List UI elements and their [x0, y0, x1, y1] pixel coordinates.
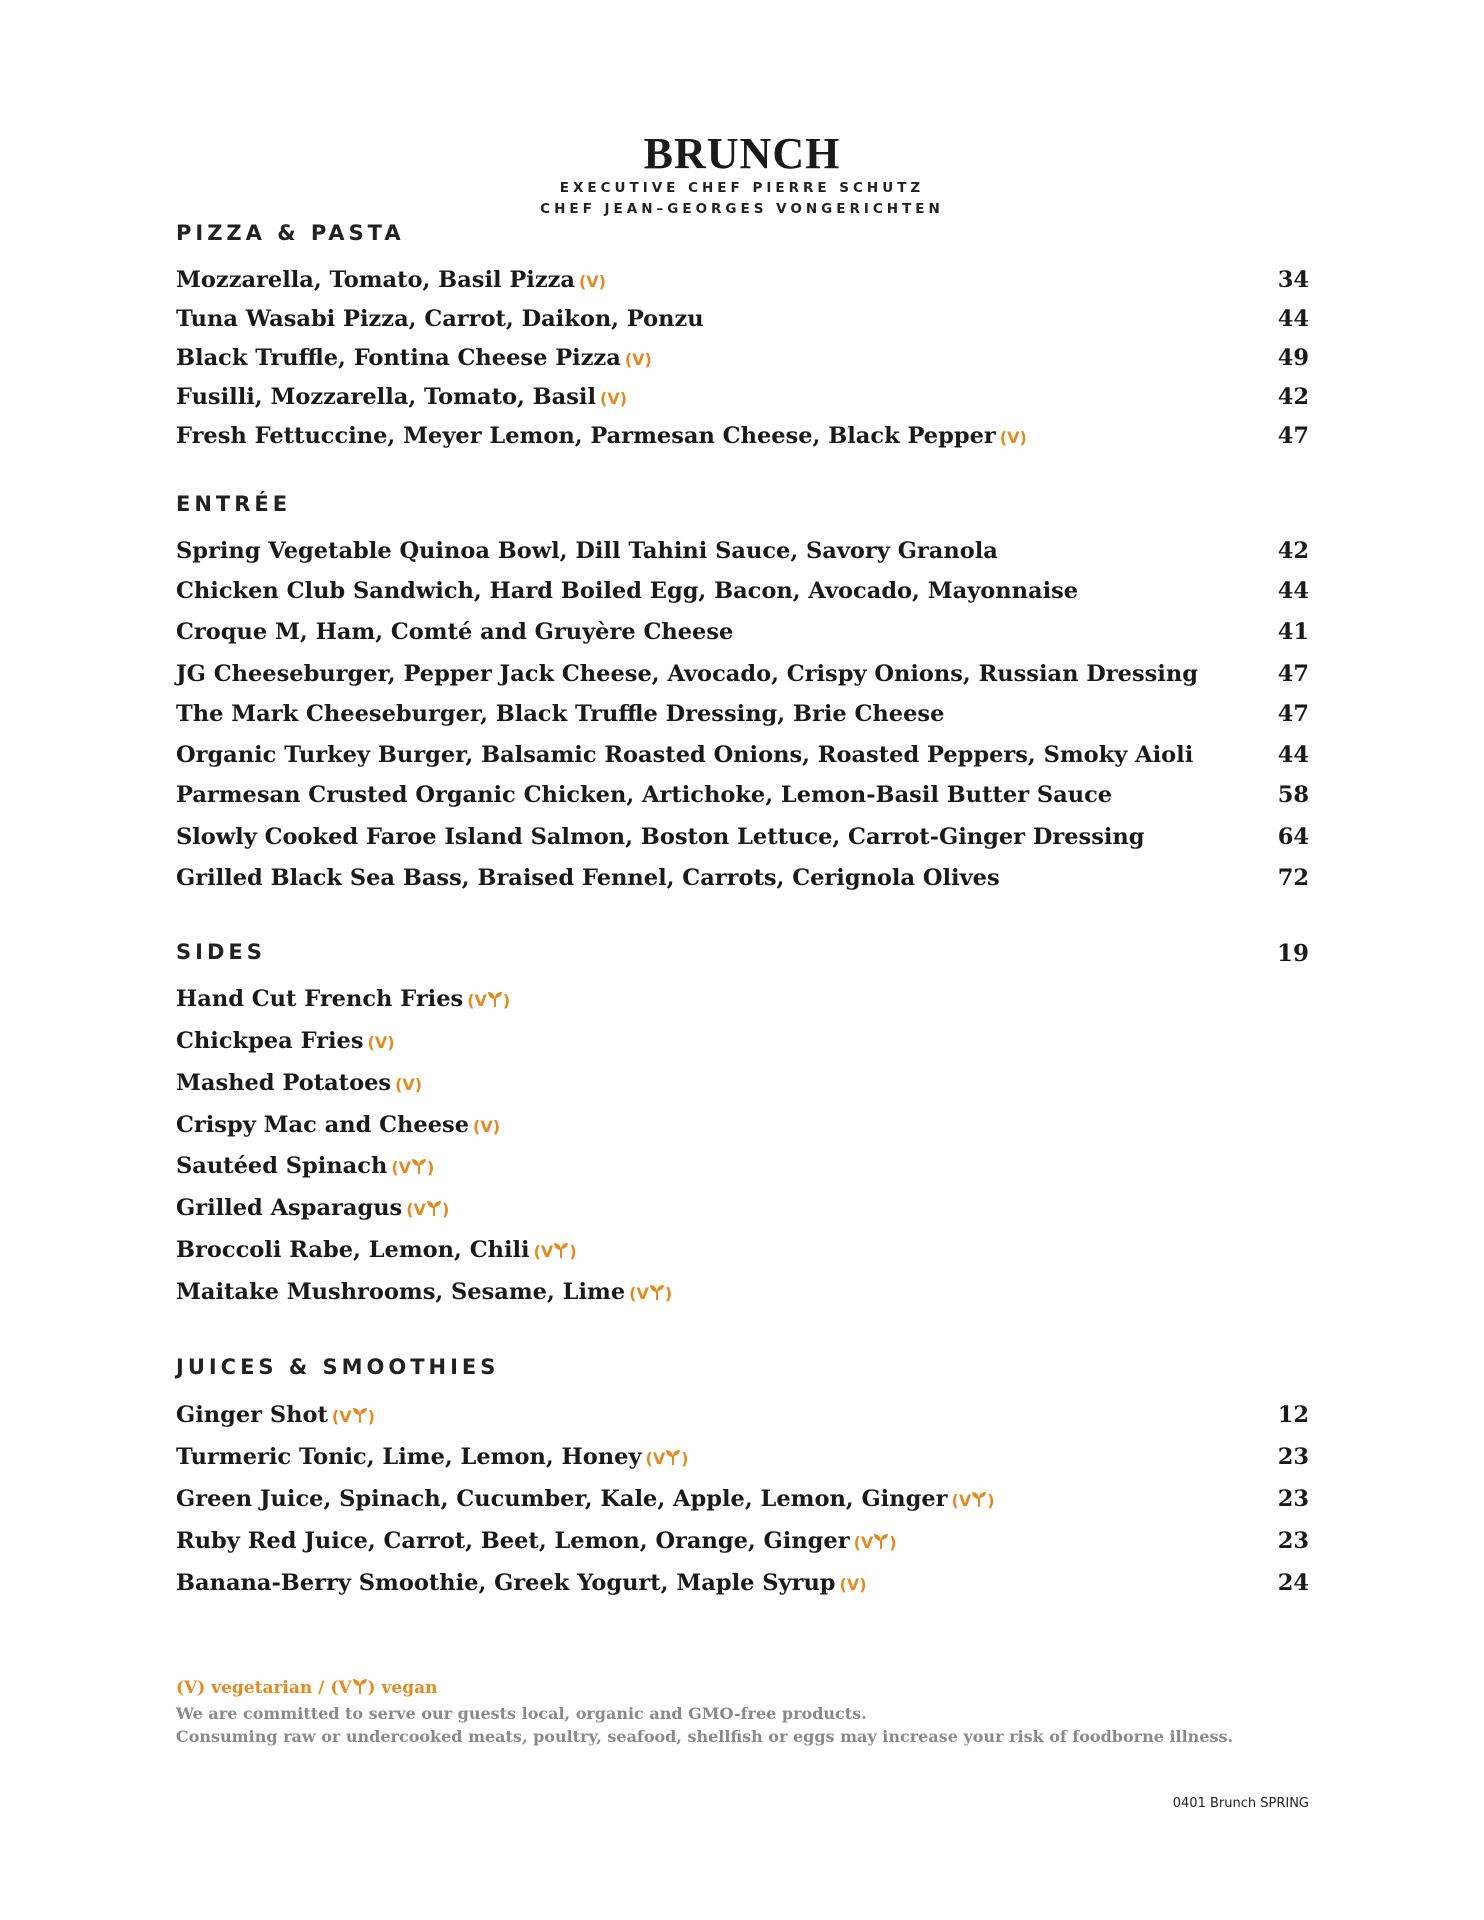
vegan-tag-open: (V [951, 1491, 972, 1510]
section-price: 19 [1276, 940, 1309, 967]
vegetarian-tag: (V) [600, 389, 628, 408]
menu-item [176, 742, 1309, 768]
vegan-tag-close: ) [664, 1284, 673, 1303]
menu-item [176, 1570, 1309, 1596]
legend-vegan-close: ) vegan [367, 1678, 438, 1698]
menu-item [176, 661, 1309, 687]
vegetarian-tag: (V) [473, 1117, 501, 1136]
menu-item-price: 12 [1277, 1402, 1309, 1428]
menu-item-name: Grilled Asparagus [176, 1195, 403, 1221]
menu-item-price: 24 [1277, 1570, 1309, 1596]
section-entree [176, 492, 1309, 891]
menu-item-price: 23 [1277, 1528, 1309, 1554]
sprout-icon [665, 1448, 681, 1470]
menu-item-name: Tuna Wasabi Pizza, Carrot, Daikon, Ponzu [176, 306, 704, 332]
menu-item [176, 701, 1309, 727]
sprout-icon [649, 1283, 665, 1305]
menu-item-name: Fresh Fettuccine, Meyer Lemon, Parmesan Cheese, Black Pepper [176, 423, 996, 449]
vegan-tag [854, 1533, 897, 1552]
section-title: ENTRÉE [176, 492, 292, 516]
vegan-tag [646, 1449, 689, 1468]
menu-item-price: 42 [1277, 538, 1309, 564]
legend-vegan-open: (V [330, 1678, 352, 1698]
sprout-icon [553, 1241, 569, 1263]
menu-item-price: 41 [1277, 619, 1309, 645]
menu-item-price: 23 [1277, 1444, 1309, 1470]
menu-item [176, 619, 1309, 645]
menu-item-price: 47 [1277, 423, 1309, 449]
menu-item-name: Chickpea Fries [176, 1028, 364, 1054]
sprout-icon [487, 990, 503, 1012]
menu-item [176, 538, 1309, 564]
menu-item [176, 578, 1309, 604]
menu-item-name: Mashed Potatoes [176, 1070, 392, 1096]
vegan-tag-open: (V [853, 1533, 874, 1552]
menu-item [176, 1528, 1309, 1554]
menu-title: BRUNCH [643, 129, 841, 178]
menu-item-price: 72 [1277, 865, 1309, 891]
vegan-tag [406, 1200, 449, 1219]
legend-vegetarian: (V) vegetarian / [176, 1678, 325, 1698]
sprout-icon [352, 1677, 368, 1700]
vegan-tag-close: ) [427, 1158, 435, 1177]
menu-item-name: Croque M, Ham, Comté and Gruyère Cheese [176, 619, 734, 645]
section-juices [176, 1355, 1309, 1596]
menu-item [176, 824, 1309, 850]
menu-item-price: 44 [1277, 578, 1309, 604]
menu-item-name: Banana-Berry Smoothie, Greek Yogurt, Maple Syrup [176, 1570, 836, 1596]
vegan-tag-open: (V [533, 1242, 554, 1261]
section-pizza-pasta [176, 221, 1309, 449]
menu-item-name: Maitake Mushrooms, Sesame, Lime [176, 1279, 626, 1305]
menu-item-name: Chicken Club Sandwich, Hard Boiled Egg, Bacon, Avocado, Mayonnaise [176, 578, 1079, 604]
sprout-icon [873, 1532, 889, 1554]
menu-item-name: Grilled Black Sea Bass, Braised Fennel, Carrots, Cerignola Olives [176, 865, 1000, 891]
menu-item-name: Parmesan Crusted Organic Chicken, Artichoke, Lemon-Basil Butter Sauce [176, 782, 1113, 808]
menu-item-price: 44 [1277, 742, 1309, 768]
menu-item [176, 1112, 1309, 1138]
menu-item-price: 44 [1277, 306, 1309, 332]
menu-item-name: Hand Cut French Fries [176, 986, 464, 1012]
menu-item-name: Organic Turkey Burger, Balsamic Roasted Onions, Roasted Peppers, Smoky Aioli [176, 742, 1194, 768]
vegan-tag-close: ) [569, 1242, 577, 1261]
menu-item-price: 58 [1277, 782, 1309, 808]
vegan-tag-close: ) [681, 1449, 689, 1468]
section-heading [176, 221, 1309, 255]
menu-item [176, 306, 1309, 332]
vegan-tag [952, 1491, 995, 1510]
menu-item [176, 1070, 1309, 1096]
menu-item-name: Mozzarella, Tomato, Basil Pizza [176, 267, 575, 293]
executive-chef-line: EXECUTIVE CHEF PIERRE SCHUTZ [559, 180, 925, 196]
menu-item-name: Ruby Red Juice, Carrot, Beet, Lemon, Orange, Ginger [176, 1528, 850, 1554]
menu-item [176, 267, 1309, 293]
chef-line: CHEF JEAN–GEORGES VONGERICHTEN [540, 201, 944, 217]
menu-item-price: 47 [1277, 661, 1309, 687]
vegetarian-tag: (V) [578, 272, 606, 291]
vegan-tag [534, 1242, 577, 1261]
vegan-tag-open: (V [629, 1284, 649, 1303]
vegan-tag-open: (V [467, 991, 487, 1010]
vegetarian-tag: (V) [999, 428, 1027, 447]
sprout-icon [426, 1199, 442, 1221]
vegan-tag [467, 991, 510, 1010]
vegetarian-tag: (V) [839, 1575, 867, 1594]
vegetarian-tag: (V) [624, 350, 652, 369]
vegan-tag-close: ) [987, 1491, 995, 1510]
sprout-icon [971, 1490, 987, 1512]
sprout-icon [352, 1406, 368, 1428]
vegan-tag-close: ) [502, 991, 511, 1010]
section-heading [176, 492, 1309, 526]
food-safety-warning: Consuming raw or undercooked meats, poultry, seafood, shellfish or eggs may increase your risk of foodborne illness. [176, 1727, 1234, 1746]
menu-item [176, 423, 1309, 449]
section-heading [176, 940, 1309, 974]
section-title: JUICES & SMOOTHIES [176, 1355, 500, 1379]
vegan-tag-open: (V [331, 1407, 352, 1426]
menu-item-name: Slowly Cooked Faroe Island Salmon, Boston Lettuce, Carrot-Ginger Dressing [176, 824, 1145, 850]
menu-item-price: 42 [1277, 384, 1309, 410]
menu-item-name: Broccoli Rabe, Lemon, Chili [176, 1237, 530, 1263]
menu-item [176, 1028, 1309, 1054]
vegan-tag [332, 1407, 375, 1426]
menu-item-name: Green Juice, Spinach, Cucumber, Kale, Apple, Lemon, Ginger [176, 1486, 948, 1512]
menu-item [176, 865, 1309, 891]
vegetarian-tag: (V) [367, 1033, 395, 1052]
menu-item-name: Fusilli, Mozzarella, Tomato, Basil [176, 384, 596, 410]
section-title: SIDES [176, 940, 266, 964]
section-title: PIZZA & PASTA [176, 221, 405, 245]
diet-legend [176, 1677, 1309, 1700]
vegan-tag-close: ) [889, 1533, 897, 1552]
menu-item-name: The Mark Cheeseburger, Black Truffle Dressing, Brie Cheese [176, 701, 945, 727]
section-sides [176, 940, 1309, 1305]
menu-item [176, 1486, 1309, 1512]
menu-item-price: 49 [1277, 345, 1309, 371]
menu-item [176, 345, 1309, 371]
vegan-tag-open: (V [406, 1200, 426, 1219]
menu-item-name: Black Truffle, Fontina Cheese Pizza [176, 345, 621, 371]
commitment-note: We are committed to serve our guests local, organic and GMO-free products. [176, 1704, 867, 1723]
menu-item-name: Crispy Mac and Cheese [176, 1112, 470, 1138]
menu-item-name: Ginger Shot [176, 1402, 328, 1428]
vegan-tag [629, 1284, 672, 1303]
menu-code: 0401 Brunch SPRING [1172, 1796, 1309, 1811]
menu-item-name: Spring Vegetable Quinoa Bowl, Dill Tahini Sauce, Savory Granola [176, 538, 998, 564]
menu-item [176, 1237, 1309, 1263]
menu-item [176, 1153, 1309, 1179]
menu-item [176, 1279, 1309, 1305]
sprout-icon [411, 1157, 427, 1179]
vegan-tag-close: ) [367, 1407, 375, 1426]
menu-item-price: 47 [1277, 701, 1309, 727]
vegan-tag-open: (V [645, 1449, 666, 1468]
menu-item-name: Sautéed Spinach [176, 1153, 388, 1179]
menu-item-name: JG Cheeseburger, Pepper Jack Cheese, Avocado, Crispy Onions, Russian Dressing [176, 661, 1198, 687]
menu-footer [176, 1677, 1309, 1746]
menu-item [176, 1402, 1309, 1428]
vegan-tag-close: ) [441, 1200, 450, 1219]
section-heading [176, 1355, 1309, 1389]
menu-item [176, 1195, 1309, 1221]
vegan-tag-open: (V [391, 1158, 412, 1177]
menu-item [176, 782, 1309, 808]
menu-item [176, 986, 1309, 1012]
menu-item-price: 64 [1277, 824, 1309, 850]
vegan-tag [391, 1158, 434, 1177]
menu-item [176, 384, 1309, 410]
vegetarian-tag: (V) [395, 1075, 423, 1094]
menu-item-price: 34 [1277, 267, 1309, 293]
menu-item-price: 23 [1277, 1486, 1309, 1512]
menu-item-name: Turmeric Tonic, Lime, Lemon, Honey [176, 1444, 642, 1470]
menu-item [176, 1444, 1309, 1470]
